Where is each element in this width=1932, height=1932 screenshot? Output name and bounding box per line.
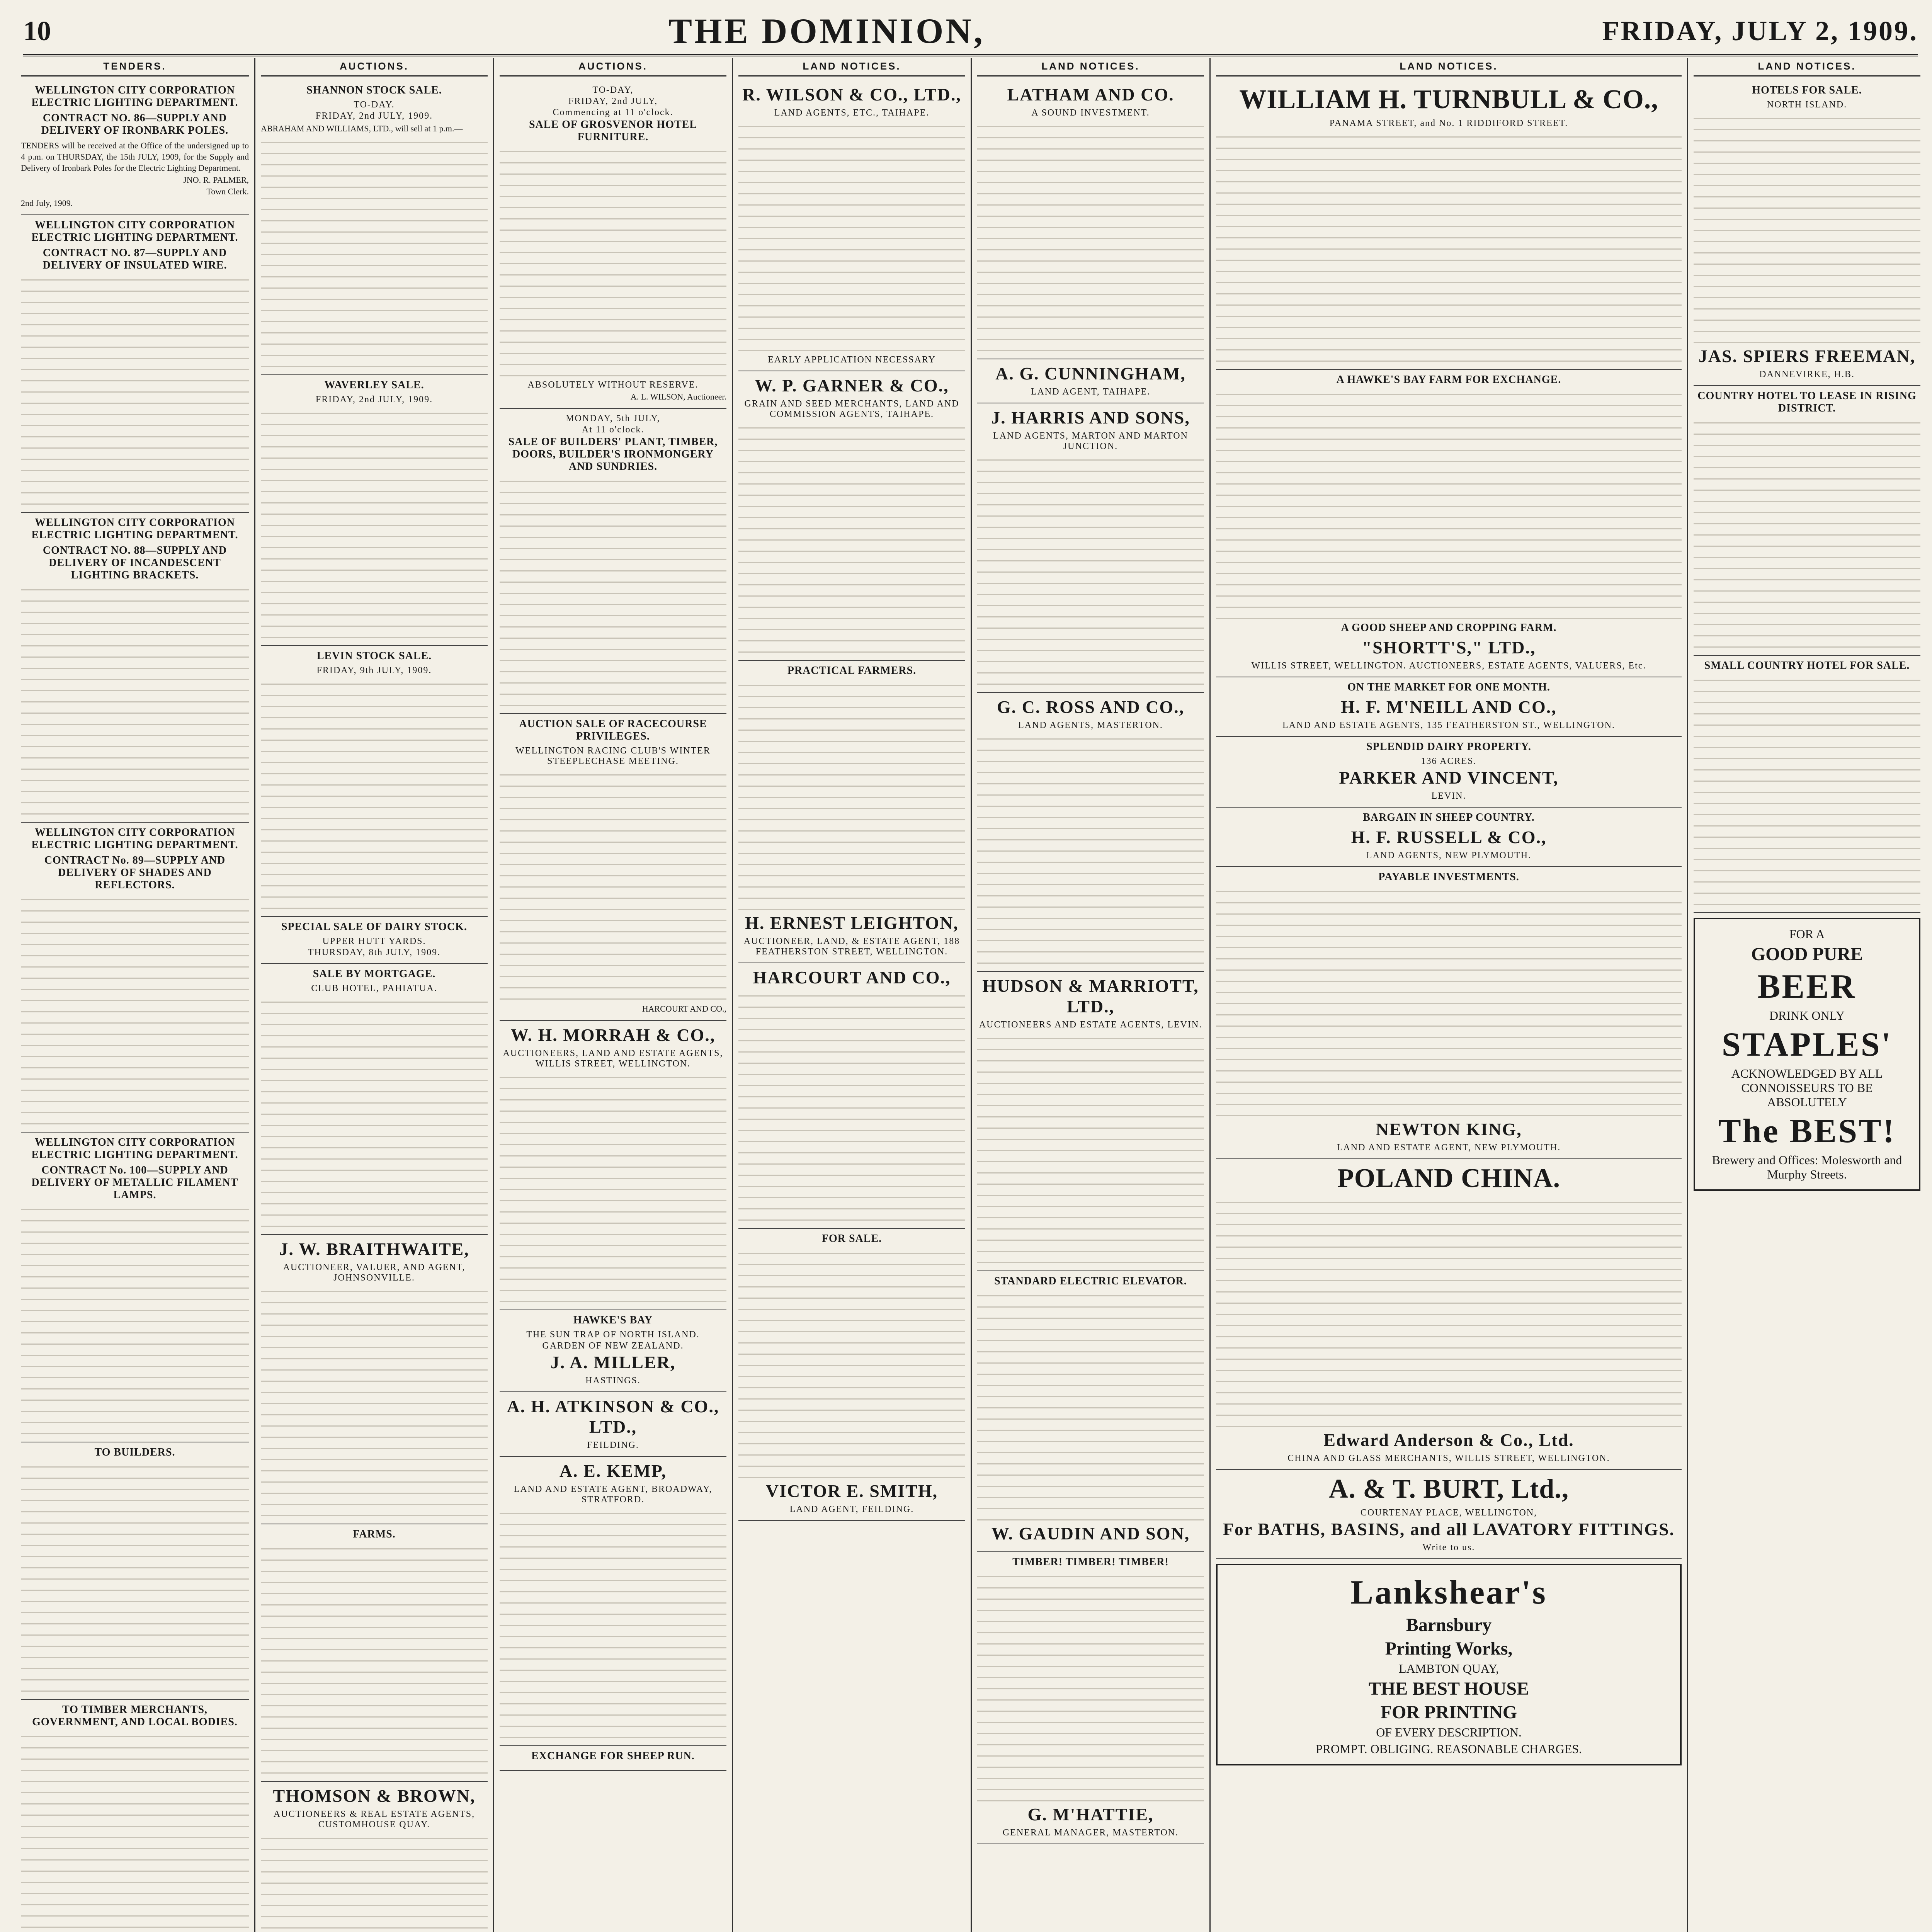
ad-heading: Edward Anderson & Co., Ltd. (1323, 1430, 1574, 1450)
tender-ad (21, 1442, 249, 1700)
ad-heading: PRACTICAL FARMERS. (787, 665, 917, 677)
staples-beer-advert (1694, 918, 1920, 1191)
ad-heading: A. & T. BURT, Ltd., (1328, 1474, 1569, 1504)
ad-subheading: LAND AGENTS, MARTON AND MARTON JUNCTION. (993, 431, 1188, 451)
hotel-ad (1694, 386, 1920, 656)
ad-heading: THOMSON & BROWN, (273, 1786, 476, 1806)
ad-heading: PAYABLE INVESTMENTS. (1378, 871, 1519, 883)
beer-brand: STAPLES' (1721, 1026, 1893, 1063)
ad-text-block (1216, 1198, 1682, 1430)
ad-heading: H. F. RUSSELL & CO., (1351, 827, 1547, 847)
land-ad (738, 661, 965, 963)
ad-text-block (261, 138, 488, 370)
masthead (23, 8, 1918, 56)
ad-text-block (1694, 114, 1920, 346)
lankshear-line: Printing Works, (1385, 1638, 1513, 1659)
ad-text-block (261, 998, 488, 1230)
ad-heading: SPECIAL SALE OF DAIRY STOCK. (281, 921, 468, 933)
auction-ad (500, 1746, 726, 1771)
ad-heading: SALE BY MORTGAGE. (313, 968, 436, 980)
ad-heading: WELLINGTON CITY CORPORATION ELECTRIC LIGHTING DEPARTMENT. (31, 219, 238, 243)
ad-text-block (261, 680, 488, 912)
ad-text-block (261, 409, 488, 641)
ad-time: Commencing at 11 o'clock. (553, 107, 673, 117)
land-ad (1216, 867, 1682, 1159)
auction-ad (500, 1310, 726, 1392)
ad-signer: HARCOURT AND CO., (642, 1004, 726, 1014)
auction-ad (500, 1457, 726, 1746)
land-ad (977, 359, 1204, 403)
tender-ad (21, 215, 249, 513)
ad-subheading: LAND AND ESTATE AGENTS, 135 FEATHERSTON ST., WELLINGTON. (1282, 720, 1615, 730)
column-auctions-2 (493, 58, 732, 1932)
ad-subheading: CONTRACT NO. 87—SUPPLY AND DELIVERY OF INSULATED WIRE. (43, 247, 227, 271)
column-heading: TENDERS. (21, 58, 249, 77)
ad-text-block (21, 1463, 249, 1694)
beer-line: BEER (1757, 968, 1857, 1005)
auction-ad (500, 80, 726, 409)
ad-signer: A. L. WILSON, Auctioneer. (630, 392, 726, 401)
beer-line: DRINK ONLY (1769, 1009, 1845, 1022)
auction-ad (261, 1524, 488, 1782)
auction-ad (261, 1235, 488, 1524)
auction-ad (500, 1021, 726, 1310)
ad-subheading: GENERAL MANAGER, MASTERTON. (1002, 1828, 1179, 1838)
auction-ad (261, 375, 488, 646)
auction-ad (261, 646, 488, 917)
tender-ad (21, 1700, 249, 1932)
ad-text-block (21, 585, 249, 817)
ad-heading: LATHAM AND CO. (1007, 85, 1174, 104)
lankshear-advert (1216, 1564, 1682, 1765)
ad-subheading: CLUB HOTEL, PAHIATUA. (311, 983, 437, 993)
land-ad (977, 1552, 1204, 1844)
ad-subheading: AUCTIONEER, VALUER, AND AGENT, JOHNSONVILLE. (283, 1262, 466, 1283)
ad-date: FRIDAY, 2nd JULY, (568, 96, 658, 106)
tender-ad (21, 823, 249, 1133)
land-ad (1216, 737, 1682, 808)
land-ad (738, 371, 965, 661)
land-ad (977, 693, 1204, 972)
page-number: 10 (23, 15, 51, 46)
ad-heading: WAVERLEY SALE. (324, 379, 424, 391)
ad-heading: WELLINGTON CITY CORPORATION ELECTRIC LIGHTING DEPARTMENT. (31, 1136, 238, 1161)
auction-ad (500, 409, 726, 714)
ad-date: FRIDAY, 9th JULY, 1909. (316, 665, 432, 675)
beer-line: ACKNOWLEDGED BY ALL CONNOISSEURS TO BE ABSOLUTELY (1731, 1066, 1883, 1109)
ad-heading: SALE OF BUILDERS' PLANT, TIMBER, DOORS, BUILDER'S IRONMONGERY AND SUNDRIES. (508, 436, 718, 473)
ad-text-block (261, 1287, 488, 1519)
ad-heading: PARKER AND VINCENT, (1339, 768, 1559, 787)
ad-subheading: A SOUND INVESTMENT. (1031, 108, 1150, 118)
ad-heading: HUDSON & MARRIOTT, LTD., (982, 976, 1199, 1016)
ad-text-block (977, 122, 1204, 354)
ad-heading: G. C. ROSS AND CO., (997, 697, 1185, 717)
ad-heading: AUCTION SALE OF RACECOURSE PRIVILEGES. (519, 718, 707, 742)
ad-text-block (738, 122, 965, 354)
ad-subheading: CONTRACT NO. 88—SUPPLY AND DELIVERY OF INCANDESCENT LIGHTING BRACKETS. (43, 544, 227, 581)
ad-subheading: COURTENAY PLACE, WELLINGTON, (1360, 1508, 1537, 1518)
ad-heading: SALE OF GROSVENOR HOTEL FURNITURE. (529, 119, 697, 143)
ad-subheading: WILLIS STREET, WELLINGTON. AUCTIONEERS, ESTATE AGENTS, VALUERS, Etc. (1251, 661, 1646, 671)
ad-subheading: LAND AND ESTATE AGENT, NEW PLYMOUTH. (1337, 1143, 1561, 1153)
column-heading: LAND NOTICES. (738, 58, 965, 77)
ad-text-block (738, 681, 965, 913)
tender-ad (21, 513, 249, 823)
ad-heading: SPLENDID DAIRY PROPERTY. (1366, 741, 1531, 753)
ad-text-block (21, 1205, 249, 1437)
auction-ad (500, 714, 726, 1021)
ad-text-block (1216, 390, 1682, 622)
auction-ad (261, 1782, 488, 1932)
land-ad (1216, 677, 1682, 737)
ad-heading: H. ERNEST LEIGHTON, (745, 913, 959, 933)
ad-text-block (261, 1834, 488, 1932)
ad-heading: A. G. CUNNINGHAM, (995, 364, 1186, 383)
auction-ad (261, 964, 488, 1235)
lankshear-slogan: THE BEST HOUSE (1368, 1679, 1529, 1699)
ad-heading: A HAWKE'S BAY FARM FOR EXCHANGE. (1336, 374, 1561, 386)
ad-heading: WELLINGTON CITY CORPORATION ELECTRIC LIGHTING DEPARTMENT. (31, 84, 238, 109)
ad-heading: HOTELS FOR SALE. (1752, 84, 1862, 96)
ad-subheading: 136 ACRES. (1421, 756, 1477, 766)
beer-line: GOOD PURE (1751, 944, 1863, 964)
ad-text-block (261, 1544, 488, 1776)
ad-heading: H. F. M'NEILL AND CO., (1341, 697, 1557, 717)
ad-text-block (500, 477, 726, 709)
ad-text-block (21, 895, 249, 1127)
ad-heading: TO TIMBER MERCHANTS, GOVERNMENT, AND LOCAL BODIES. (32, 1704, 238, 1728)
land-ad (738, 1229, 965, 1521)
ad-text-block (1694, 676, 1920, 908)
ad-heading: HARCOURT AND CO., (753, 968, 951, 987)
ad-text-block (738, 992, 965, 1223)
column-heading: AUCTIONS. (500, 58, 726, 77)
ad-heading: TIMBER! TIMBER! TIMBER! (1012, 1556, 1169, 1568)
land-ad (1216, 1470, 1682, 1559)
ad-text-block (500, 1073, 726, 1305)
ad-heading: A GOOD SHEEP AND CROPPING FARM. (1341, 622, 1557, 634)
ad-subheading: LAND AGENTS, MASTERTON. (1018, 720, 1163, 730)
ad-subheading: LAND AGENT, FEILDING. (789, 1504, 914, 1514)
ad-text-block (1216, 887, 1682, 1119)
lankshear-line: Barnsbury (1406, 1615, 1492, 1635)
ad-note: ABSOLUTELY WITHOUT RESERVE. (527, 380, 699, 390)
land-ad (1216, 1159, 1682, 1470)
land-ad (977, 80, 1204, 359)
ad-heading: J. A. MILLER, (550, 1352, 676, 1372)
columns (15, 58, 1926, 1932)
ad-signer-title: Town Clerk. (206, 187, 249, 196)
column-land-1 (732, 58, 971, 1932)
ad-subheading: CHINA AND GLASS MERCHANTS, WILLIS STREET, WELLINGTON. (1287, 1453, 1610, 1463)
ad-subheading: LAND AGENT, TAIHAPE. (1031, 387, 1151, 397)
ad-heading: W. GAUDIN AND SON, (991, 1524, 1190, 1543)
lankshear-line: PROMPT. OBLIGING. REASONABLE CHARGES. (1315, 1742, 1582, 1756)
ad-text-block (738, 1249, 965, 1481)
ad-date: 2nd July, 1909. (21, 198, 73, 208)
ad-subheading: LAND AND ESTATE AGENT, BROADWAY, STRATFORD. (514, 1484, 713, 1505)
ad-heading: JAS. SPIERS FREEMAN, (1698, 346, 1916, 366)
ad-heading: WELLINGTON CITY CORPORATION ELECTRIC LIGHTING DEPARTMENT. (31, 827, 238, 851)
ad-heading: LEVIN STOCK SALE. (316, 650, 432, 662)
ad-subheading: AUCTIONEERS, LAND AND ESTATE AGENTS, WILLIS STREET, WELLINGTON. (503, 1048, 723, 1069)
ad-subheading: AUCTIONEERS AND ESTATE AGENTS, LEVIN. (979, 1020, 1202, 1030)
ad-heading: For BATHS, BASINS, and all LAVATORY FITTINGS. (1223, 1519, 1675, 1539)
ad-heading: ON THE MARKET FOR ONE MONTH. (1347, 681, 1550, 693)
ad-subheading: AUCTIONEERS & REAL ESTATE AGENTS, CUSTOMHOUSE QUAY. (273, 1809, 475, 1830)
column-heading: LAND NOTICES. (977, 58, 1204, 77)
beer-address: Brewery and Offices: Molesworth and Murphy Streets. (1712, 1153, 1902, 1181)
ad-subheading: THE SUN TRAP OF NORTH ISLAND. (526, 1330, 700, 1340)
issue-date: FRIDAY, JULY 2, 1909. (1602, 15, 1918, 46)
ad-text-block (500, 770, 726, 1002)
column-heading: LAND NOTICES. (1694, 58, 1920, 77)
ad-heading: G. M'HATTIE, (1027, 1804, 1154, 1824)
ad-text-block (977, 1572, 1204, 1804)
ad-note: EARLY APPLICATION NECESSARY (768, 355, 936, 365)
ad-subheading: UPPER HUTT YARDS. (322, 936, 426, 946)
column-tenders (15, 58, 254, 1932)
ad-heading: EXCHANGE FOR SHEEP RUN. (531, 1750, 695, 1762)
ad-body: TENDERS will be received at the Office of the undersigned up to 4 p.m. on THURSDAY, the 15th JULY, 1909, for the Supply and Delivery of Ironbark Poles for the Electric Lighting Department. (21, 141, 249, 173)
ad-date: MONDAY, 5th JULY, (566, 413, 660, 423)
ad-subheading: WELLINGTON RACING CLUB'S WINTER STEEPLECHASE MEETING. (515, 746, 711, 766)
ad-heading: A. H. ATKINSON & CO., LTD., (507, 1396, 719, 1437)
ad-heading: R. WILSON & CO., LTD., (742, 85, 961, 104)
ad-heading: SHANNON STOCK SALE. (306, 84, 442, 96)
ad-text-block (21, 1732, 249, 1932)
land-ad (977, 403, 1204, 693)
ad-subheading: TO-DAY. (354, 100, 395, 110)
ad-text-block (977, 735, 1204, 966)
ad-heading: SMALL COUNTRY HOTEL FOR SALE. (1704, 660, 1910, 672)
ad-heading: W. H. MORRAH & CO., (510, 1025, 716, 1045)
ad-date: FRIDAY, 2nd JULY, 1909. (315, 395, 433, 405)
ad-heading: COUNTRY HOTEL TO LEASE IN RISING DISTRICT. (1697, 390, 1917, 414)
column-heading: AUCTIONS. (261, 58, 488, 77)
ad-subheading: LAND AGENTS, NEW PLYMOUTH. (1366, 850, 1532, 861)
ad-date: FRIDAY, 2nd JULY, 1909. (315, 111, 433, 121)
column-land-3 (1209, 58, 1687, 1932)
ad-heading: WILLIAM H. TURNBULL & CO., (1239, 85, 1658, 114)
ad-heading: POLAND CHINA. (1337, 1163, 1560, 1193)
land-ad (1216, 80, 1682, 370)
ad-subheading: GARDEN OF NEW ZEALAND. (542, 1341, 684, 1351)
ad-subheading: HASTINGS. (585, 1376, 641, 1386)
ad-subheading: NORTH ISLAND. (1767, 100, 1847, 110)
ad-date: THURSDAY, 8th JULY, 1909. (308, 947, 441, 957)
ad-heading: A. E. KEMP, (559, 1461, 667, 1481)
ad-subheading: CONTRACT No. 89—SUPPLY AND DELIVERY OF SHADES AND REFLECTORS. (44, 854, 226, 891)
ad-subheading: TO-DAY, (592, 85, 634, 95)
ad-note: Write to us. (1422, 1543, 1475, 1553)
land-ad (1216, 370, 1682, 677)
tender-ad (21, 1133, 249, 1442)
ad-heading: STANDARD ELECTRIC ELEVATOR. (994, 1275, 1187, 1287)
ad-heading: WELLINGTON CITY CORPORATION ELECTRIC LIGHTING DEPARTMENT. (31, 517, 238, 541)
ad-subheading: DANNEVIRKE, H.B. (1759, 369, 1855, 379)
column-auctions-1 (254, 58, 493, 1932)
land-ad (738, 963, 965, 1229)
ad-heading: FARMS. (353, 1528, 396, 1540)
land-ad (738, 80, 965, 371)
beer-line: FOR A (1789, 927, 1825, 941)
ad-subheading: AUCTIONEER, LAND, & ESTATE AGENT, 188 FEATHERSTON STREET, WELLINGTON. (743, 936, 960, 957)
land-ad (1216, 808, 1682, 867)
ad-text-block (21, 276, 249, 507)
ad-subheading: FEILDING. (587, 1440, 639, 1450)
ad-heading: J. W. BRAITHWAITE, (279, 1239, 469, 1259)
column-land-2 (971, 58, 1209, 1932)
ad-heading: FOR SALE. (821, 1233, 882, 1245)
ad-text-block (977, 1034, 1204, 1266)
newspaper-title: THE DOMINION, (668, 11, 985, 51)
ad-heading: J. HARRIS AND SONS, (991, 408, 1190, 427)
auction-ad (261, 917, 488, 964)
ad-heading: NEWTON KING, (1376, 1119, 1522, 1139)
ad-signer: JNO. R. PALMER, (183, 175, 249, 185)
ad-heading: HAWKE'S BAY (573, 1314, 653, 1326)
beer-slogan: The BEST! (1718, 1112, 1896, 1150)
ad-subheading: LAND AGENTS, ETC., TAIHAPE. (774, 108, 930, 118)
hotel-ad (1694, 80, 1920, 386)
ad-subheading: CONTRACT No. 100—SUPPLY AND DELIVERY OF METALLIC FILAMENT LAMPS. (31, 1164, 238, 1201)
ad-text-block (500, 147, 726, 379)
ad-body: ABRAHAM AND WILLIAMS, LTD., will sell at 1 p.m.— (261, 124, 463, 133)
ad-heading: "SHORTT'S," LTD., (1362, 638, 1536, 657)
ad-text-block (1694, 418, 1920, 650)
lankshear-line: OF EVERY DESCRIPTION. (1376, 1725, 1522, 1739)
ad-heading: BARGAIN IN SHEEP COUNTRY. (1363, 811, 1535, 823)
column-land-4 (1687, 58, 1926, 1932)
ad-text-block (500, 1509, 726, 1741)
ad-text-block (977, 456, 1204, 687)
lankshear-address: LAMBTON QUAY, (1398, 1662, 1499, 1675)
ad-time: At 11 o'clock. (582, 425, 645, 435)
ad-subheading: GRAIN AND SEED MERCHANTS, LAND AND COMMISSION AGENTS, TAIHAPE. (744, 399, 959, 419)
ad-heading: VICTOR E. SMITH, (765, 1481, 938, 1501)
ad-heading: TO BUILDERS. (94, 1446, 175, 1458)
land-ad (977, 972, 1204, 1271)
auction-ad (500, 1392, 726, 1457)
ad-subheading: PANAMA STREET, and No. 1 RIDDIFORD STREET. (1329, 118, 1568, 128)
lankshear-name: Lankshear's (1350, 1574, 1547, 1611)
auction-ad (261, 80, 488, 375)
ad-text-block (1216, 133, 1682, 364)
lankshear-slogan: FOR PRINTING (1380, 1702, 1517, 1723)
ad-text-block (738, 423, 965, 655)
hotel-ad (1694, 656, 1920, 913)
ad-subheading: CONTRACT NO. 86—SUPPLY AND DELIVERY OF IRONBARK POLES. (41, 112, 229, 136)
ad-text-block (977, 1291, 1204, 1523)
ad-heading: W. P. GARNER & CO., (755, 376, 949, 395)
tender-ad (21, 80, 249, 215)
column-heading: LAND NOTICES. (1216, 58, 1682, 77)
ad-subheading: LEVIN. (1431, 791, 1466, 801)
land-ad (977, 1271, 1204, 1552)
